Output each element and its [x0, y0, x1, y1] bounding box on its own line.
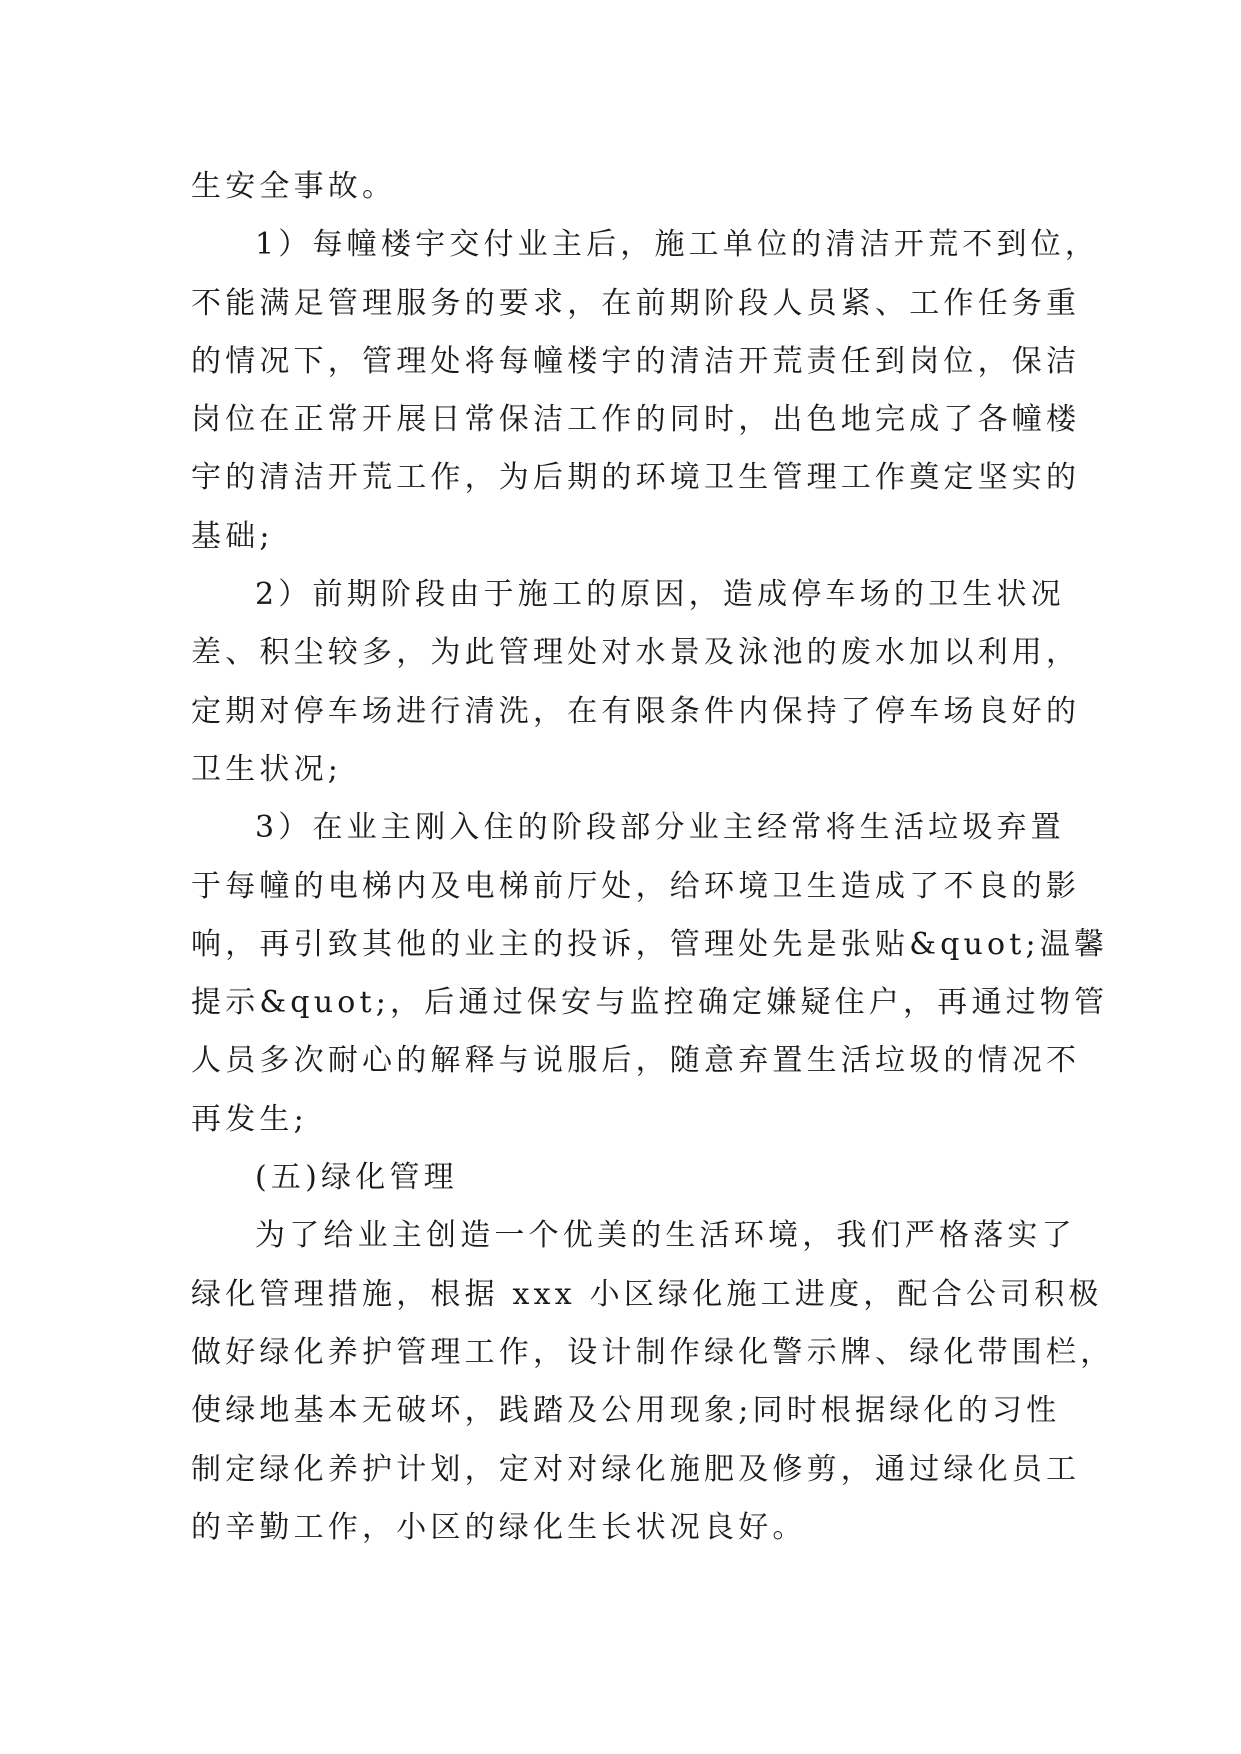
text-line: 基础; — [191, 518, 274, 554]
text-line: 宇的清洁开荒工作，为后期的环境卫生管理工作奠定坚实的 — [191, 460, 1081, 496]
text-line: 使绿地基本无破坏，践踏及公用现象;同时根据绿化的习性 — [191, 1393, 1061, 1429]
text-line: 不能满足管理服务的要求，在前期阶段人员紧、工作任务重 — [191, 285, 1081, 321]
text-line: 为了给业主创造一个优美的生活环境，我们严格落实了 — [255, 1218, 1076, 1254]
text-line: 再发生; — [191, 1101, 308, 1137]
text-line: 响，再引致其他的业主的投诉，管理处先是张贴&quot;温馨 — [191, 926, 1109, 962]
text-line: 卫生状况; — [191, 751, 343, 787]
text-line: 的辛勤工作，小区的绿化生长状况良好。 — [191, 1509, 807, 1545]
text-line: 岗位在正常开展日常保洁工作的同时，出色地完成了各幢楼 — [191, 402, 1081, 438]
text-line: 人员多次耐心的解释与说服后，随意弃置生活垃圾的情况不 — [191, 1043, 1081, 1079]
text-line: 于每幢的电梯内及电梯前厅处，给环境卫生造成了不良的影 — [191, 868, 1081, 904]
text-line: 3）在业主刚入住的阶段部分业主经常将生活垃圾弃置 — [255, 810, 1065, 846]
text-line: 定期对停车场进行清洗，在有限条件内保持了停车场良好的 — [191, 693, 1081, 729]
section-heading: (五)绿化管理 — [255, 1160, 458, 1196]
text-line: 2）前期阶段由于施工的原因，造成停车场的卫生状况 — [255, 577, 1065, 613]
text-line: 生安全事故。 — [191, 169, 397, 204]
text-line: 做好绿化养护管理工作，设计制作绿化警示牌、绿化带围栏， — [191, 1334, 1115, 1370]
text-line: 绿化管理措施，根据 xxx 小区绿化施工进度，配合公司积极 — [191, 1276, 1103, 1312]
text-line: 的情况下，管理处将每幢楼宇的清洁开荒责任到岗位，保洁 — [191, 343, 1081, 379]
text-line: 1）每幢楼宇交付业主后，施工单位的清洁开荒不到位， — [255, 227, 1100, 263]
text-line: 制定绿化养护计划，定对对绿化施肥及修剪，通过绿化员工 — [191, 1451, 1081, 1487]
text-line: 提示&quot;，后通过保安与监控确定嫌疑住户，再通过物管 — [191, 985, 1109, 1021]
document-body — [191, 158, 1115, 1557]
text-line: 差、积尘较多，为此管理处对水景及泳池的废水加以利用， — [191, 635, 1081, 671]
